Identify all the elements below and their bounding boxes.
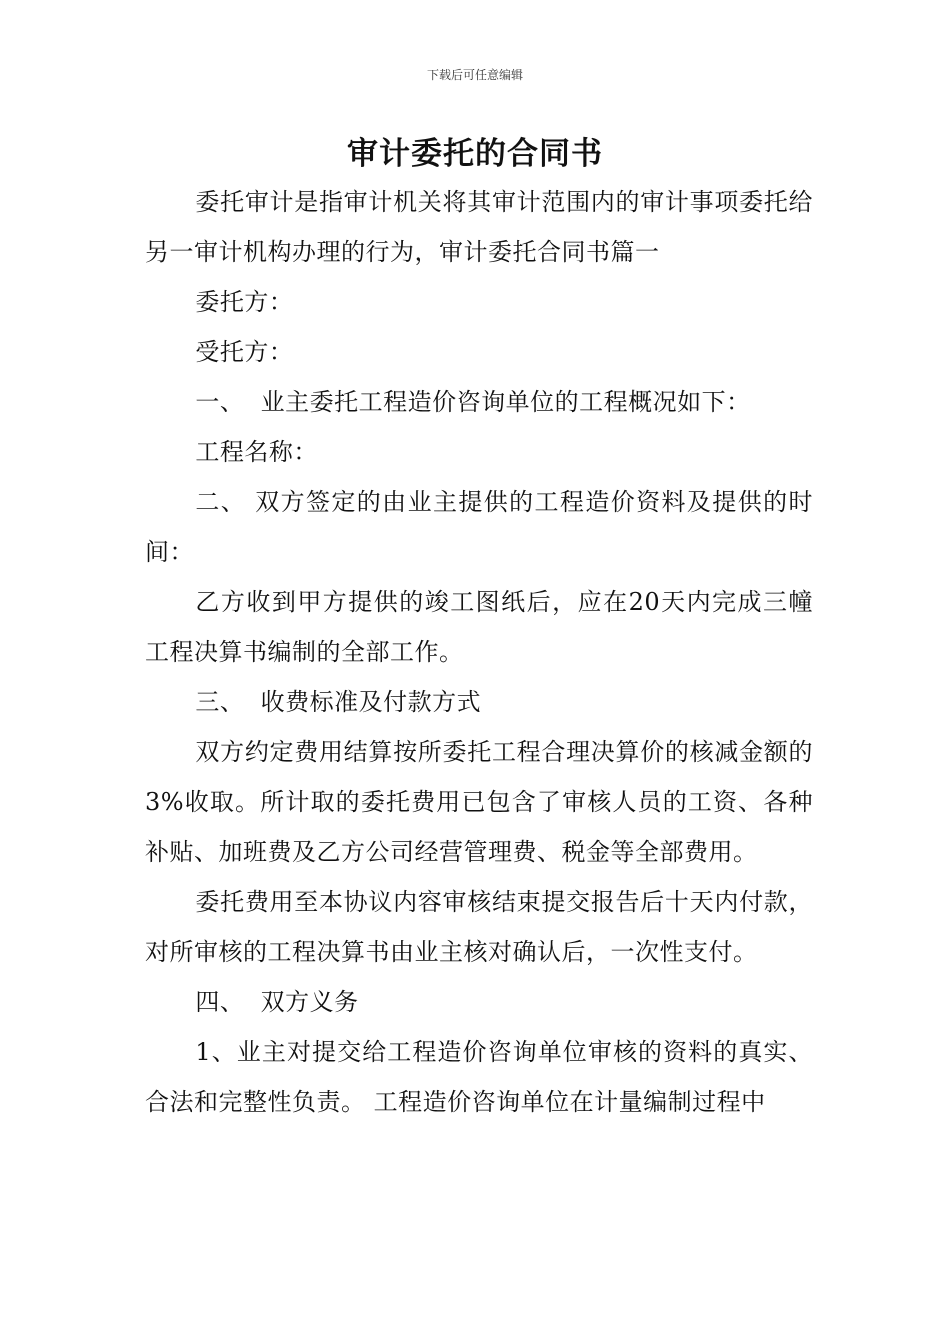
- principal-field: 委托方：: [195, 288, 294, 316]
- intro-paragraph: 委托审计是指审计机关将其审计范围内的审计事项委托给另一审计机构办理的行为，审计委托合同书篇一: [145, 188, 813, 266]
- document-title: 审计委托的合同书: [347, 136, 603, 172]
- section-1-heading: 一、 业主委托工程造价咨询单位的工程概况如下：: [195, 388, 751, 416]
- obligation-1-paragraph: 1、业主对提交给工程造价咨询单位审核的资料的真实、合法和完整性负责。 工程造价咨询单位在计量编制过程中: [145, 1038, 813, 1116]
- section-3-heading: 三、 收费标准及付款方式: [195, 688, 482, 716]
- fee-paragraph: 双方约定费用结算按所委托工程合理决算价的核减金额的3%收取。所计取的委托费用已包含了审核人员的工资、各种补贴、加班费及乙方公司经营管理费、税金等全部费用。: [145, 738, 813, 866]
- section-4-heading: 四、 双方义务: [195, 988, 359, 1016]
- document-body: [145, 177, 813, 1127]
- agent-field: 受托方：: [195, 338, 294, 366]
- completion-paragraph: 乙方收到甲方提供的竣工图纸后，应在20天内完成三幢工程决算书编制的全部工作。: [145, 588, 813, 666]
- page-header-note: 下载后可任意编辑: [426, 68, 523, 82]
- section-2-heading: 二、 双方签定的由业主提供的工程造价资料及提供的时间：: [145, 488, 813, 566]
- payment-paragraph: 委托费用至本协议内容审核结束提交报告后十天内付款，对所审核的工程决算书由业主核对确认后，一次性支付。: [145, 888, 813, 966]
- project-name-field: 工程名称：: [195, 438, 318, 466]
